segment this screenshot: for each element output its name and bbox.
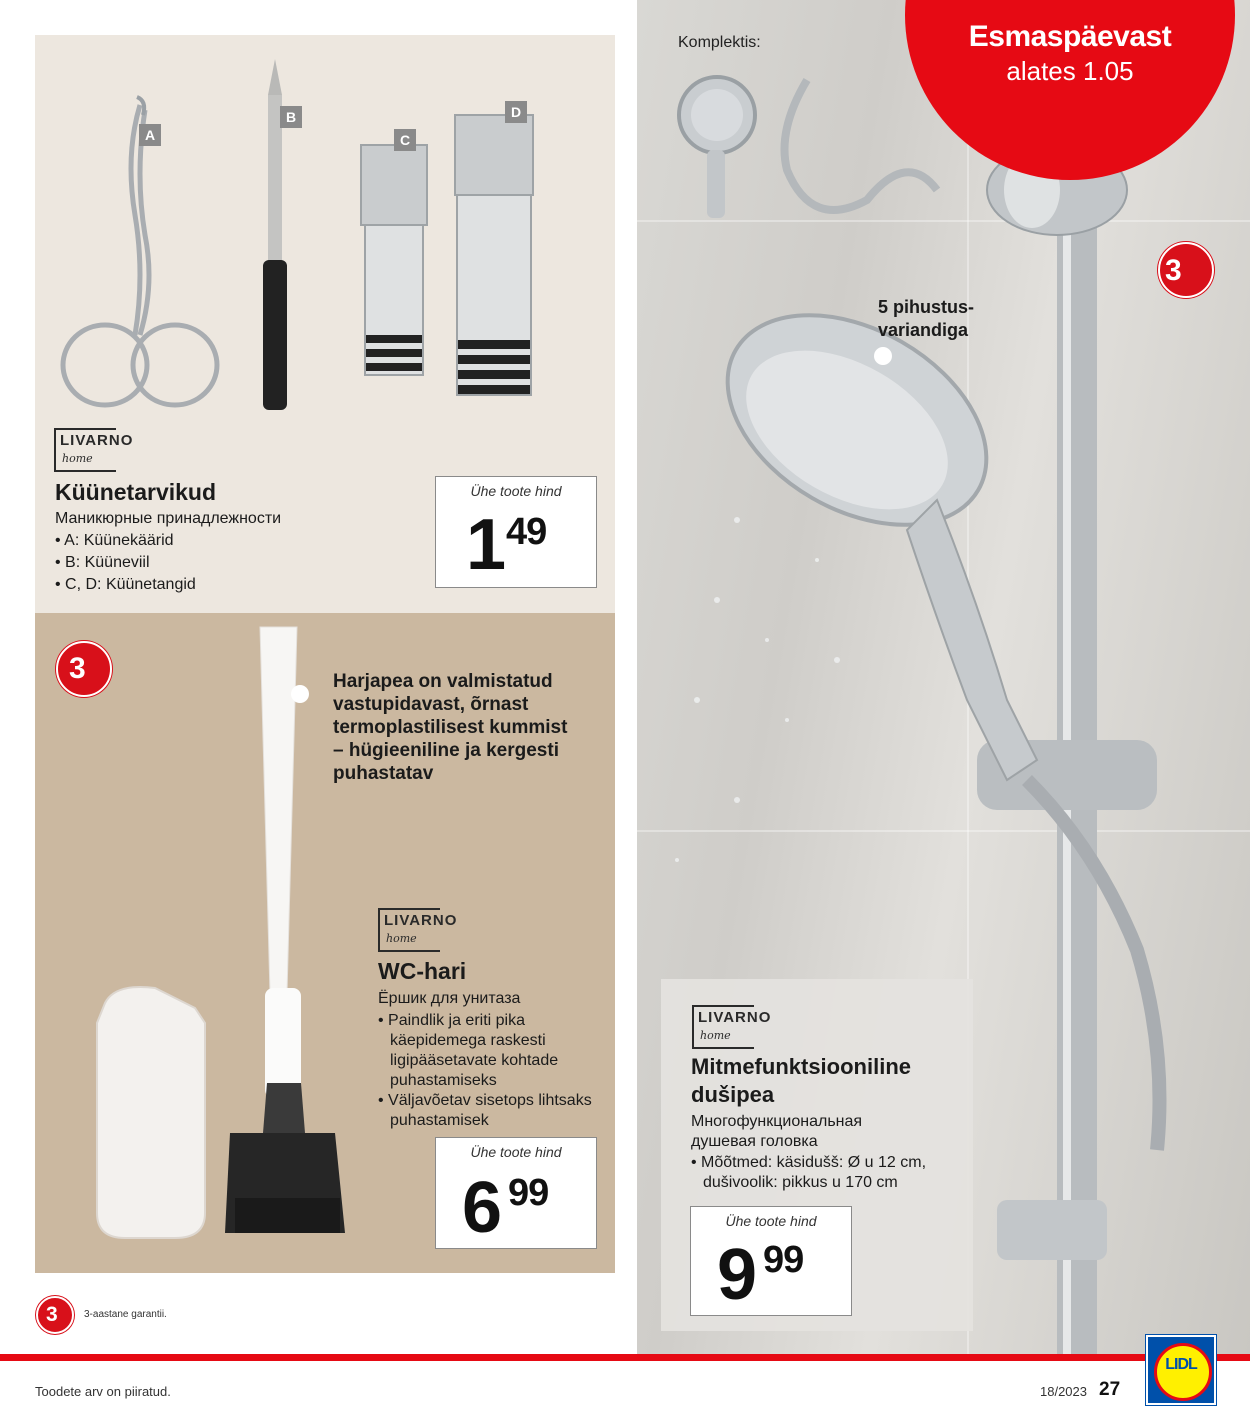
brush-price-box — [435, 1137, 597, 1249]
price-integer: 1 — [466, 505, 505, 585]
shower-bullet-1: • Mõõtmed: käsidušš: Ø u 12 cm, — [691, 1154, 927, 1171]
brush-callout-1: Harjapea on valmistatud — [333, 671, 553, 692]
price-integer: 6 — [462, 1168, 501, 1248]
warranty-text: 3-aastane garantii. — [84, 1309, 167, 1320]
badge-title: Esmaspäevast — [968, 20, 1172, 53]
brush-title: WC-hari — [378, 958, 467, 984]
shower-bullet-1-line2: dušivoolik: pikkus u 170 cm — [703, 1174, 898, 1191]
price-decimals: 49 — [506, 511, 547, 553]
logo-brand: LIVARNO — [60, 432, 134, 449]
nail-bullet-b: • B: Küüneviil — [55, 554, 150, 571]
label-b: B — [280, 106, 302, 128]
lidl-logo-text: LIDL — [1165, 1356, 1197, 1373]
livarno-logo — [378, 908, 470, 952]
brush-bullet-1: • Paindlik ja eriti pika — [378, 1012, 525, 1029]
badge-subtitle: alates 1.05 — [1006, 56, 1134, 86]
logo-sub: home — [386, 932, 417, 945]
price-caption: Ühe toote hind — [470, 483, 562, 499]
shower-callout-2: variandiga — [878, 320, 969, 340]
livarno-logo — [54, 428, 146, 472]
nail-subtitle: Маникюрные принадлежности — [55, 510, 282, 527]
warranty-badge-small — [36, 1296, 74, 1334]
nail-price-box — [435, 476, 597, 588]
nail-title: Küünetarvikud — [55, 479, 217, 505]
logo-sub: home — [62, 452, 93, 465]
label-a: A — [139, 124, 161, 146]
warranty-number: 3 — [1165, 254, 1182, 287]
logo-brand: LIVARNO — [698, 1009, 772, 1026]
shower-subtitle-1: Многофункциональная — [691, 1113, 863, 1130]
brush-bullet-2-line2: puhastamisek — [390, 1112, 489, 1129]
price-caption: Ühe toote hind — [725, 1213, 817, 1229]
brush-callout-3: termoplastilisest kummist — [333, 717, 568, 738]
footer-red-bar — [0, 1354, 1250, 1361]
livarno-logo — [692, 1005, 784, 1049]
logo-brand: LIVARNO — [384, 912, 458, 929]
brush-bullet-2: • Väljavõetav sisetops lihtsaks — [378, 1092, 592, 1109]
nail-tools-image — [35, 35, 615, 435]
warranty-badge-brush — [56, 641, 112, 697]
brush-callout-4: – hügieeniline ja kergesti — [333, 740, 559, 761]
brush-subtitle: Ёршик для унитаза — [378, 990, 521, 1007]
brush-bullet-1-line3: ligipääsetavate kohtade — [390, 1052, 559, 1069]
brush-callout-5: puhastatav — [333, 763, 434, 784]
warranty-badge-shower — [1158, 242, 1214, 298]
lidl-logo — [1146, 1335, 1216, 1405]
warranty-number: 3 — [69, 652, 86, 685]
price-decimals: 99 — [763, 1239, 804, 1281]
price-integer: 9 — [717, 1235, 756, 1315]
brush-callout-2: vastupidavast, õrnast — [333, 694, 529, 715]
page-number: 27 — [1099, 1379, 1121, 1400]
label-d: D — [505, 101, 527, 123]
warranty-number: 3 — [46, 1303, 58, 1326]
nail-bullet-a: • A: Küünekäärid — [55, 532, 174, 549]
brush-bullet-1-line4: puhastamiseks — [390, 1072, 497, 1089]
shower-subtitle-2: душевая головка — [691, 1133, 818, 1150]
footer-note: Toodete arv on piiratud. — [35, 1384, 171, 1399]
shower-callout-1: 5 pihustus- — [878, 297, 975, 317]
callout-dot — [291, 685, 309, 703]
callout-dot — [874, 347, 892, 365]
nail-bullet-cd: • C, D: Küünetangid — [55, 576, 196, 593]
brush-bullet-1-line2: käepidemega raskesti — [390, 1032, 546, 1049]
shower-title-1: Mitmefunktsiooniline — [691, 1054, 911, 1079]
shower-title-2: dušipea — [691, 1082, 775, 1107]
set-label: Komplektis: — [678, 34, 761, 51]
logo-sub: home — [700, 1029, 731, 1042]
label-c: C — [394, 129, 416, 151]
footer-code: 18/2023 — [1040, 1384, 1087, 1399]
price-decimals: 99 — [508, 1172, 549, 1214]
price-caption: Ühe toote hind — [470, 1144, 562, 1160]
shower-price-box — [690, 1206, 852, 1316]
